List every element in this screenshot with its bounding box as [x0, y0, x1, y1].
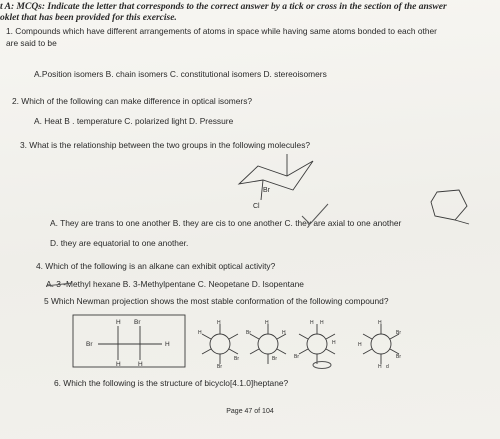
svg-text:Br: Br: [294, 354, 299, 360]
question-3-options-continued: D. they are equatorial to one another.: [50, 238, 189, 248]
question-1-stem-continued: are said to be: [6, 38, 57, 48]
svg-text:Br: Br: [396, 354, 401, 360]
svg-text:H: H: [378, 364, 382, 368]
newman-projection-option-1: [196, 318, 244, 368]
fischer-projection: [72, 314, 186, 368]
hand-drawn-cyclopentane: [425, 184, 477, 228]
svg-text:H: H: [310, 320, 314, 326]
question-1-stem: 1. Compounds which have different arrangements of atoms in space while having same atoms bonded to each other: [6, 26, 437, 36]
svg-text:Br: Br: [217, 364, 222, 368]
svg-text:H: H: [332, 340, 336, 346]
svg-text:H: H: [282, 330, 286, 336]
svg-text:H: H: [217, 320, 221, 326]
question-2-stem: 2. Which of the following can make difference in optical isomers?: [12, 96, 253, 106]
svg-text:Br: Br: [246, 330, 251, 336]
fischer-h-right: H: [165, 341, 170, 348]
fischer-h-bottom-left: H: [116, 361, 121, 368]
question-4-stem: 4. Which of the following is an alkane can exhibit optical activity?: [36, 261, 276, 271]
instructions-header: t A: MCQs: Indicate the letter that corresponds to the correct answer by a tick or cross in the section of the answer: [0, 2, 447, 12]
strike-mark: [44, 280, 74, 290]
svg-text:Br: Br: [396, 330, 401, 336]
newman-projection-option-4: [356, 318, 406, 368]
newman-projection-option-2: [244, 318, 292, 368]
question-3-options: A. They are trans to one another B. they are cis to one another C. they are axial to one another: [50, 218, 402, 228]
svg-text:H: H: [198, 330, 202, 336]
newman-projection-option-3: [292, 318, 342, 370]
question-5-stem: 5 Which Newman projection shows the most stable conformation of the following compound?: [44, 296, 389, 306]
svg-text:H: H: [358, 342, 362, 348]
svg-text:H: H: [265, 320, 269, 326]
question-6-stem: 6. Which the following is the structure of bicyclo[4.1.0]heptane?: [54, 378, 289, 388]
svg-text:H: H: [378, 320, 382, 326]
fischer-br-top: Br: [134, 319, 141, 326]
molecule-cl-label: Cl: [253, 203, 260, 210]
fischer-h-top: H: [116, 319, 121, 326]
fischer-h-bottom-right: H: [138, 361, 143, 368]
svg-text:d: d: [386, 364, 389, 368]
svg-text:Br: Br: [272, 356, 277, 362]
svg-text:H: H: [320, 320, 324, 326]
molecule-br-label: Br: [263, 187, 270, 194]
question-3-stem: 3. What is the relationship between the two groups in the following molecules?: [20, 140, 311, 150]
page-number: Page 47 of 104: [226, 408, 274, 415]
question-4-options: A. 3 -Methyl hexane B. 3-Methylpentane C. Neopetane D. Isopentane: [46, 279, 304, 289]
instructions-header-continued: oklet that has been provided for this exercise.: [0, 13, 177, 23]
svg-text:Br: Br: [234, 356, 239, 362]
question-2-options: A. Heat B . temperature C. polarized light D. Pressure: [34, 116, 234, 126]
check-mark-icon: [298, 200, 332, 228]
fischer-br-left: Br: [86, 341, 93, 348]
question-1-options: A.Position isomers B. chain isomers C. constitutional isomers D. stereoisomers: [34, 69, 327, 79]
